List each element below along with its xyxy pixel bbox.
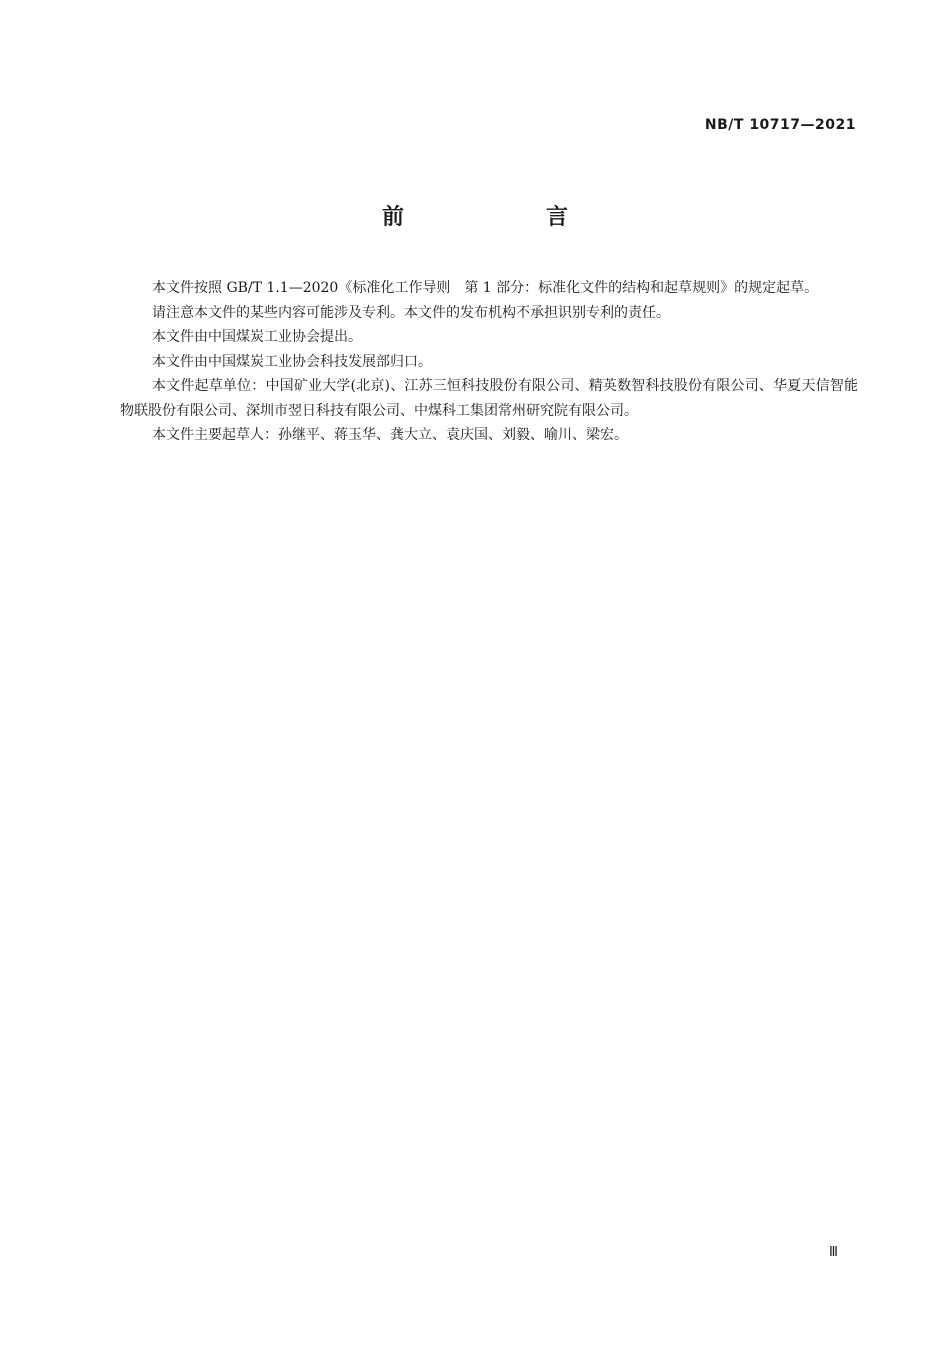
paragraph-administrator: 本文件由中国煤炭工业协会科技发展部归口。: [152, 353, 432, 370]
paragraph-patent-notice: 请注意本文件的某些内容可能涉及专利。本文件的发布机构不承担识别专利的责任。: [152, 304, 670, 321]
paragraph-drafters: 本文件主要起草人：孙继平、蒋玉华、龚大立、袁庆国、刘毅、喻川、梁宏。: [152, 427, 628, 443]
paragraph-drafting-rules: 本文件按照 GB/T 1.1—2020《标准化工作导则 第 1 部分：标准化文件的结构和起草规则》的规定起草。: [152, 280, 819, 296]
page-number: Ⅲ: [829, 1245, 838, 1260]
paragraph-drafting-units: 本文件起草单位：中国矿业大学(北京)、江苏三恒科技股份有限公司、精英数智科技股份有限公司、华夏天信智能物联股份有限公司、深圳市翌日科技有限公司、中煤科工集团常州研究院有限公司。: [120, 378, 858, 419]
foreword-body: [120, 276, 858, 448]
standard-code: NB/T 10717—2021: [704, 117, 856, 133]
page-title: 前 言: [381, 205, 628, 230]
paragraph-proposer: 本文件由中国煤炭工业协会提出。: [152, 329, 362, 345]
